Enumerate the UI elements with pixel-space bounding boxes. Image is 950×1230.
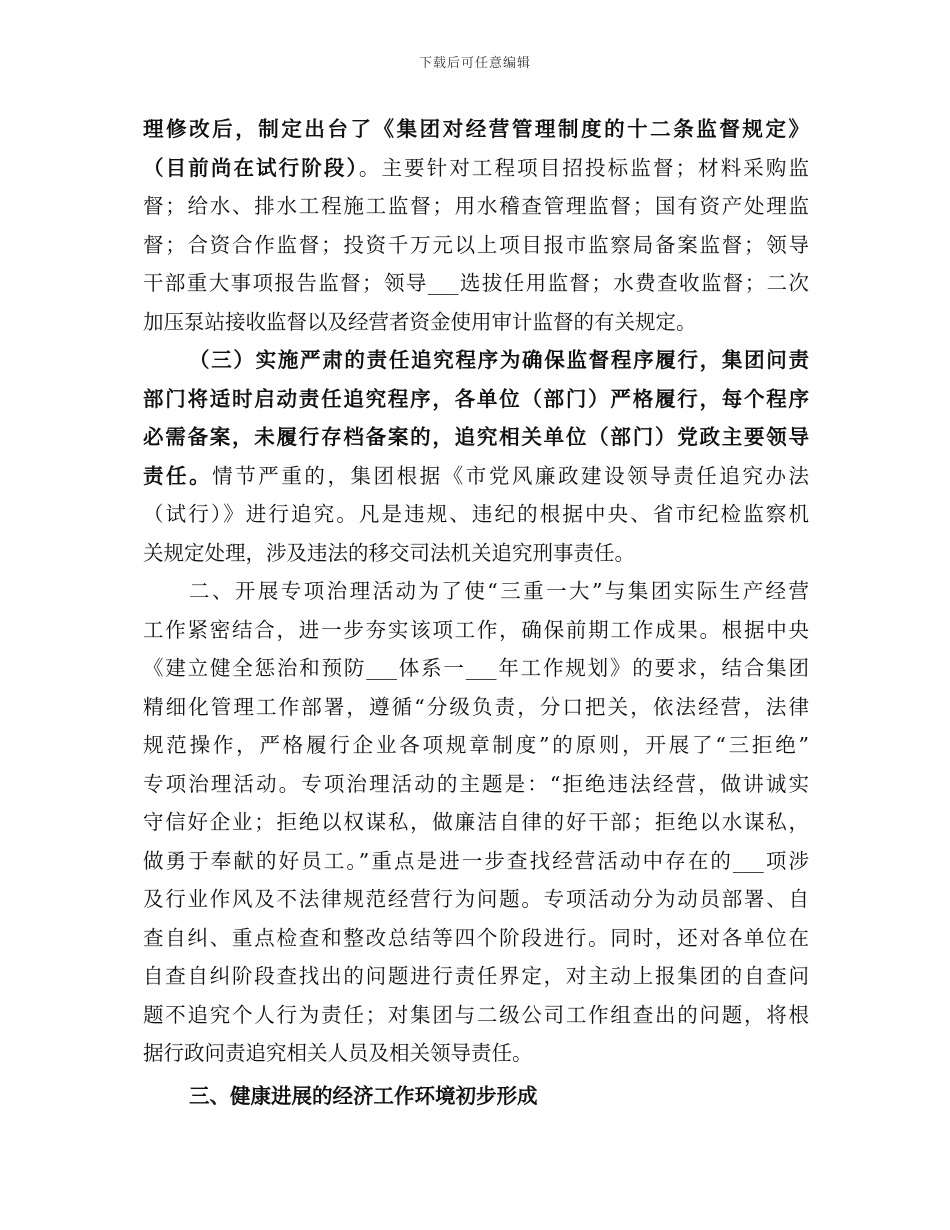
paragraph: [143, 341, 809, 572]
text-segment: 《建立健全惩治和预防___体系一___年工作规划》的要求，结合集团: [143, 656, 809, 680]
text-line: [143, 380, 809, 419]
text-line: [143, 611, 809, 650]
text-segment: 干部重大事项报告监督；领导___选拔任用监督；水费查收监督；二次: [143, 271, 809, 295]
text-segment: 规范操作，严格履行企业各项规章制度”的原则，开展了“三拒绝”: [143, 733, 809, 757]
section-heading: [143, 1077, 809, 1116]
text-segment: 督；给水、排水工程施工监督；用水稽查管理监督；国有资产处理监: [143, 194, 809, 218]
text-segment: 。主要针对工程项目招投标监督；材料采购监: [358, 155, 810, 180]
text-segment: （三）实施严肃的责任追究程序为确保监督程序履行，集团问责: [189, 348, 809, 372]
text-segment: 二、开展专项治理活动为了使“三重一大”与集团实际生产经营: [189, 579, 809, 603]
text-segment: 自查自纠阶段查找出的问题进行责任界定，对主动上报集团的自查问: [143, 964, 809, 988]
text-line: [143, 418, 809, 457]
text-segment: 守信好企业；拒绝以权谋私，做廉洁自律的好干部；拒绝以水谋私，: [143, 810, 809, 834]
text-segment: 关规定处理，涉及违法的移交司法机关追究刑事责任。: [143, 540, 635, 565]
text-line: [143, 803, 809, 842]
text-segment: 加压泵站接收监督以及经营者资金使用审计监督的有关规定。: [143, 309, 697, 334]
text-segment: （目前尚在试行阶段）: [143, 155, 359, 180]
text-line: [143, 572, 809, 611]
text-segment: 精细化管理工作部署，遵循“分级负责，分口把关，依法经营，法律: [143, 694, 809, 719]
text-segment: 理修改后，制定出台了《集团对经营管理制度的十二条监督规定》: [143, 117, 809, 141]
document-body: [143, 110, 809, 1115]
text-line: [143, 880, 809, 919]
text-segment: 部门将适时启动责任追究程序，各单位（部门）严格履行，每个程序: [143, 386, 809, 411]
text-segment: 做勇于奉献的好员工。”重点是进一步查找经营活动中存在的___项涉: [143, 848, 809, 873]
text-line: [143, 842, 809, 881]
text-line: [143, 534, 809, 573]
text-line: [143, 149, 809, 188]
text-line: [143, 187, 809, 226]
text-segment: 据行政问责追究相关人员及相关领导责任。: [143, 1041, 533, 1065]
text-line: [143, 726, 809, 765]
text-line: [143, 341, 809, 380]
text-segment: 情节严重的，集团根据《市党风廉政建设领导责任追究办法: [212, 463, 810, 488]
paragraph: [143, 110, 809, 341]
text-segment: 及行业作风及不法律规范经营行为问题。专项活动分为动员部署、自: [143, 887, 809, 911]
paragraph: [143, 572, 809, 1073]
page-header: 下载后可任意编辑: [418, 56, 531, 71]
text-segment: 专项治理活动。专项治理活动的主题是：“拒绝违法经营，做讲诚实: [143, 771, 809, 796]
text-line: [143, 457, 809, 496]
text-segment: 查自纠、重点检查和整改总结等四个阶段进行。同时，还对各单位在: [143, 925, 809, 950]
text-line: [143, 495, 809, 534]
text-line: [143, 957, 809, 996]
text-segment: 必需备案，未履行存档备案的，追究相关单位（部门）党政主要领导: [143, 425, 809, 449]
text-line: [143, 1077, 809, 1116]
text-line: [143, 303, 809, 342]
text-line: [143, 996, 809, 1035]
text-segment: 三、健康进展的经济工作环境初步形成: [189, 1083, 538, 1108]
text-line: [143, 264, 809, 303]
text-line: [143, 649, 809, 688]
text-line: [143, 765, 809, 804]
text-line: [143, 919, 809, 958]
text-line: [143, 110, 809, 149]
text-line: [143, 1034, 809, 1073]
text-segment: 责任。: [143, 463, 213, 488]
text-line: [143, 688, 809, 727]
text-line: [143, 226, 809, 265]
text-segment: （试行）》进行追究。凡是违规、违纪的根据中央、省市纪检监察机: [143, 502, 809, 526]
text-segment: 题不追究个人行为责任；对集团与二级公司工作组查出的问题，将根: [143, 1002, 809, 1027]
text-segment: 督；合资合作监督；投资千万元以上项目报市监察局备案监督；领导: [143, 232, 809, 257]
text-segment: 工作紧密结合，进一步夯实该项工作，确保前期工作成果。根据中央: [143, 617, 809, 642]
